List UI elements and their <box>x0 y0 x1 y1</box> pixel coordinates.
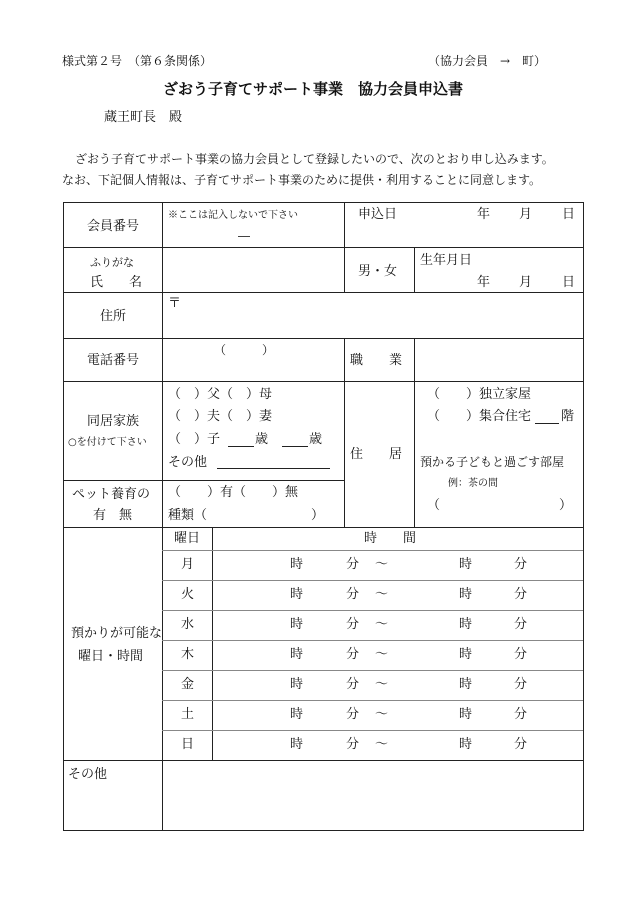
weekday-label: 土 <box>181 707 195 722</box>
end-hour-unit: 時 <box>459 587 473 602</box>
start-hour-unit: 時 <box>290 737 304 752</box>
postal-mark: 〒 <box>168 296 182 311</box>
family-other-label: その他 <box>168 455 208 470</box>
row-sep-6 <box>63 527 584 528</box>
start-hour-unit: 時 <box>290 707 304 722</box>
start-minute-unit: 分 <box>346 647 360 662</box>
row-sep-4 <box>63 381 584 382</box>
name-field[interactable] <box>163 248 344 292</box>
start-minute-unit: 分 <box>346 557 360 572</box>
weekday-label: 日 <box>181 737 195 752</box>
form-number: 様式第２号 （第６条関係） <box>62 54 213 68</box>
end-minute-unit: 分 <box>514 557 528 572</box>
table-border-left <box>63 202 64 831</box>
member-col-divider <box>344 202 345 247</box>
end-minute-unit: 分 <box>514 677 528 692</box>
family-other-line[interactable] <box>217 468 330 469</box>
child-age-2-unit: 歳 <box>309 432 323 447</box>
room-label: 預かる子どもと過ごす部屋 <box>420 455 565 469</box>
availability-time-field[interactable] <box>213 701 583 730</box>
phone-label: 電話番号 <box>87 353 140 368</box>
end-minute-unit: 分 <box>514 617 528 632</box>
birth-date-label: 生年月日 <box>420 253 473 268</box>
pet-yes-no-choice[interactable]: （ ）有（ ）無 <box>168 485 299 500</box>
family-note: ○を付けて下さい <box>68 437 147 448</box>
availability-time-field[interactable] <box>213 641 583 670</box>
family-option-spouse[interactable]: （ ）夫（ ）妻 <box>168 409 273 424</box>
name-label: 氏 名 <box>90 275 143 290</box>
addressee: 蔵王町長 殿 <box>104 110 183 125</box>
gender-choice[interactable]: 男・女 <box>358 264 398 279</box>
job-label: 職 業 <box>350 353 403 368</box>
residence-col-right <box>414 381 415 527</box>
time-range-tilde: ～ <box>375 647 389 662</box>
time-header: 時 間 <box>364 531 417 546</box>
time-range-tilde: ～ <box>375 737 389 752</box>
weekday-label: 月 <box>181 557 195 572</box>
other-label: その他 <box>68 767 108 782</box>
job-field[interactable] <box>415 339 583 381</box>
table-border-right <box>583 202 584 831</box>
child-age-1-line[interactable] <box>228 446 254 447</box>
job-col-left <box>344 338 345 381</box>
address-field[interactable] <box>163 293 583 338</box>
apply-date-month: 月 <box>519 207 533 222</box>
time-range-tilde: ～ <box>375 677 389 692</box>
member-number-dash: ― <box>238 229 250 243</box>
weekday-header: 曜日 <box>174 531 201 546</box>
start-minute-unit: 分 <box>346 617 360 632</box>
weekday-label: 金 <box>181 677 195 692</box>
floor-number-line[interactable] <box>535 423 559 424</box>
residence-detached-house[interactable]: （ ）独立家屋 <box>427 387 532 402</box>
start-hour-unit: 時 <box>290 677 304 692</box>
time-range-tilde: ～ <box>375 587 389 602</box>
availability-time-field[interactable] <box>213 611 583 640</box>
gender-col-left <box>344 247 345 292</box>
end-hour-unit: 時 <box>459 737 473 752</box>
room-example: 例：茶の間 <box>448 478 498 489</box>
end-minute-unit: 分 <box>514 587 528 602</box>
family-option-child[interactable]: （ ）子 <box>168 432 221 447</box>
pet-type-field[interactable]: 種類（ ） <box>168 508 325 523</box>
start-hour-unit: 時 <box>290 557 304 572</box>
apply-date-label: 申込日 <box>358 207 398 222</box>
room-paren-close: ） <box>559 498 573 513</box>
time-range-tilde: ～ <box>375 707 389 722</box>
row-sep-5 <box>63 480 344 481</box>
member-number-field[interactable] <box>163 203 344 247</box>
apply-date-year: 年 <box>477 207 491 222</box>
weekday-label: 木 <box>181 647 195 662</box>
residence-label: 住 居 <box>350 447 403 462</box>
table-border-bottom <box>63 830 584 831</box>
start-minute-unit: 分 <box>346 677 360 692</box>
end-hour-unit: 時 <box>459 647 473 662</box>
residence-col-left <box>344 381 345 527</box>
birth-day: 日 <box>562 275 576 290</box>
end-minute-unit: 分 <box>514 737 528 752</box>
page-title: ざおう子育てサポート事業 協力会員申込書 <box>163 80 464 98</box>
availability-time-field[interactable] <box>213 731 583 760</box>
furigana-label: ふりがな <box>90 256 134 269</box>
availability-time-field[interactable] <box>213 671 583 700</box>
start-minute-unit: 分 <box>346 587 360 602</box>
phone-area-paren: （ ） <box>214 343 275 357</box>
start-hour-unit: 時 <box>290 647 304 662</box>
apply-date-day: 日 <box>562 207 576 222</box>
end-hour-unit: 時 <box>459 617 473 632</box>
pet-label-line2: 有 無 <box>93 508 133 523</box>
family-label: 同居家族 <box>87 414 140 429</box>
family-option-parents[interactable]: （ ）父（ ）母 <box>168 387 273 402</box>
gender-col-right <box>414 247 415 292</box>
weekday-label: 火 <box>181 587 195 602</box>
member-number-note: ※ここは記入しないで下さい <box>168 210 298 221</box>
time-range-tilde: ～ <box>375 617 389 632</box>
birth-month: 月 <box>519 275 533 290</box>
floor-unit: 階 <box>561 409 575 424</box>
start-minute-unit: 分 <box>346 737 360 752</box>
child-age-1-unit: 歳 <box>255 432 269 447</box>
other-field[interactable] <box>163 761 583 830</box>
pet-label-line1: ペット養育の <box>72 487 151 502</box>
residence-apartment[interactable]: （ ）集合住宅 <box>427 409 532 424</box>
time-range-tilde: ～ <box>375 557 389 572</box>
availability-label-line2: 曜日・時間 <box>78 649 144 664</box>
submission-direction: （協力会員 → 町） <box>428 54 547 68</box>
start-hour-unit: 時 <box>290 587 304 602</box>
end-hour-unit: 時 <box>459 557 473 572</box>
intro-line-2: なお、下記個人情報は、子育てサポート事業のために提供・利用することに同意します。 <box>62 173 542 187</box>
birth-year: 年 <box>477 275 491 290</box>
end-hour-unit: 時 <box>459 677 473 692</box>
room-field[interactable] <box>440 494 556 516</box>
apply-date-field[interactable] <box>400 203 583 247</box>
phone-field[interactable] <box>163 339 344 381</box>
availability-label-line1: 預かりが可能な <box>71 626 163 641</box>
end-hour-unit: 時 <box>459 707 473 722</box>
intro-line-1: ざおう子育てサポート事業の協力会員として登録したいので、次のとおり申し込みます。 <box>75 152 554 166</box>
availability-time-field[interactable] <box>213 581 583 610</box>
room-paren-open: （ <box>427 498 441 513</box>
start-minute-unit: 分 <box>346 707 360 722</box>
availability-time-field[interactable] <box>213 551 583 580</box>
address-label: 住所 <box>100 309 127 324</box>
weekday-label: 水 <box>181 617 195 632</box>
end-minute-unit: 分 <box>514 647 528 662</box>
member-number-label: 会員番号 <box>87 219 140 234</box>
end-minute-unit: 分 <box>514 707 528 722</box>
child-age-2-line[interactable] <box>282 446 308 447</box>
start-hour-unit: 時 <box>290 617 304 632</box>
